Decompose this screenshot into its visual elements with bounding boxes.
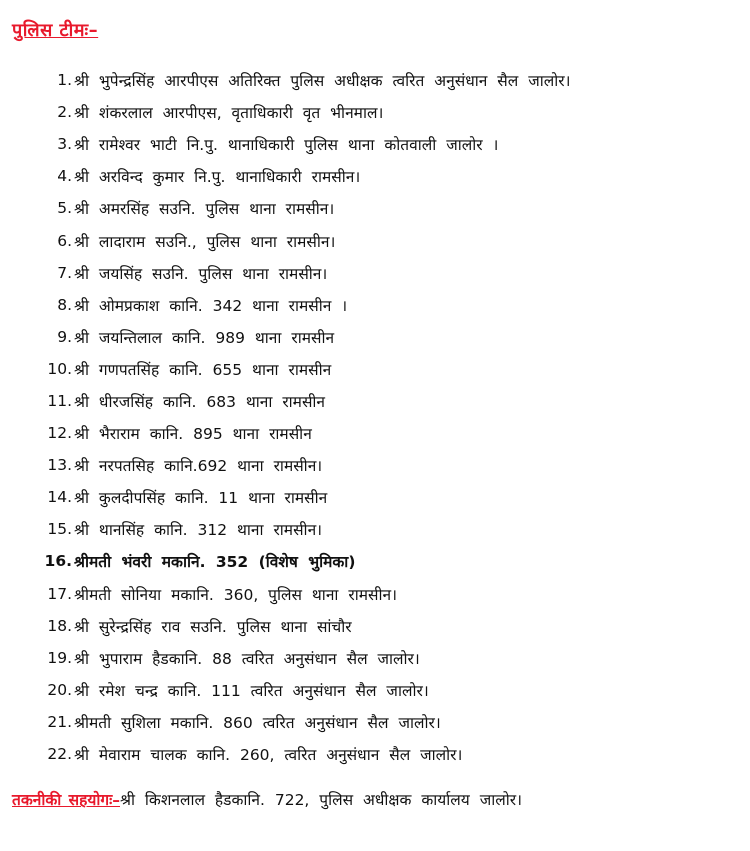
item-number: 11. bbox=[47, 391, 72, 410]
team-member-item bbox=[0, 64, 750, 96]
team-member-item bbox=[0, 610, 750, 642]
team-member-item bbox=[0, 674, 750, 706]
item-number: 3. bbox=[57, 135, 72, 154]
item-number: 8. bbox=[57, 295, 72, 314]
item-text: श्री ओमप्रकाश कानि. 342 थाना रामसीन । bbox=[74, 296, 348, 315]
item-number: 18. bbox=[47, 616, 72, 635]
team-member-item bbox=[0, 481, 750, 513]
item-text: श्री लादाराम सउनि., पुलिस थाना रामसीन। bbox=[74, 232, 336, 251]
item-text: श्री रामेश्वर भाटी नि.पु. थानाधिकारी पुलिस थाना कोतवाली जालोर । bbox=[74, 136, 499, 155]
team-member-item bbox=[0, 96, 750, 128]
team-member-item bbox=[0, 160, 750, 192]
technical-support-text: श्री किशनलाल हैडकानि. 722, पुलिस अधीक्षक कार्यालय जालोर। bbox=[120, 791, 522, 809]
item-number: 22. bbox=[47, 745, 72, 764]
item-text: श्री अमरसिंह सउनि. पुलिस थाना रामसीन। bbox=[74, 200, 335, 219]
item-number: 7. bbox=[57, 263, 72, 282]
item-text: श्री कुलदीपसिंह कानि. 11 थाना रामसीन bbox=[74, 489, 328, 508]
item-number: 6. bbox=[57, 231, 72, 250]
team-member-item bbox=[0, 578, 750, 610]
item-text: श्रीमती सुशिला मकानि. 860 त्वरित अनुसंधान सैल जालोर। bbox=[74, 713, 441, 732]
item-number: 4. bbox=[57, 167, 72, 186]
team-member-item bbox=[0, 224, 750, 256]
item-text: श्रीमती भंवरी मकानि. 352 (विशेष भुमिका) bbox=[74, 553, 356, 572]
item-text: श्री मेवाराम चालक कानि. 260, त्वरित अनुसंधान सैल जालोर। bbox=[74, 746, 463, 765]
item-text: श्रीमती सोनिया मकानि. 360, पुलिस थाना रामसीन। bbox=[74, 585, 397, 604]
item-number: 15. bbox=[47, 520, 72, 539]
item-text: श्री रमेश चन्द्र कानि. 111 त्वरित अनुसंधान सैल जालोर। bbox=[74, 681, 429, 700]
item-text: श्री थानसिंह कानि. 312 थाना रामसीन। bbox=[74, 521, 323, 540]
item-number: 19. bbox=[47, 648, 72, 667]
item-number: 2. bbox=[57, 103, 72, 122]
team-member-item bbox=[0, 192, 750, 224]
item-text: श्री जयन्तिलाल कानि. 989 थाना रामसीन bbox=[74, 328, 335, 347]
item-text: श्री भैराराम कानि. 895 थाना रामसीन bbox=[74, 425, 312, 444]
team-member-item bbox=[0, 128, 750, 160]
item-number: 12. bbox=[47, 424, 72, 443]
team-member-item bbox=[0, 289, 750, 321]
police-team-heading: पुलिस टीमः– bbox=[12, 20, 99, 41]
item-text: श्री भुपाराम हैडकानि. 88 त्वरित अनुसंधान सैल जालोर। bbox=[74, 649, 420, 668]
team-member-item bbox=[0, 706, 750, 738]
item-number: 16. bbox=[44, 552, 72, 571]
technical-support-label: तकनीकी सहयोगः– bbox=[12, 791, 120, 809]
item-text: श्री भुपेन्द्रसिंह आरपीएस अतिरिक्त पुलिस अधीक्षक त्वरित अनुसंधान सैल जालोर। bbox=[74, 72, 571, 91]
item-number: 10. bbox=[47, 359, 72, 378]
item-number: 21. bbox=[47, 712, 72, 731]
team-member-item bbox=[0, 417, 750, 449]
item-number: 9. bbox=[57, 327, 72, 346]
item-text: श्री शंकरलाल आरपीएस, वृताधिकारी वृत भीनमाल। bbox=[74, 104, 384, 123]
item-number: 20. bbox=[47, 680, 72, 699]
item-text: श्री नरपतसिह कानि.692 थाना रामसीन। bbox=[74, 457, 323, 476]
team-member-item bbox=[0, 257, 750, 289]
team-member-item bbox=[0, 353, 750, 385]
item-number: 1. bbox=[57, 71, 72, 90]
team-member-item bbox=[0, 738, 750, 770]
item-number: 14. bbox=[47, 488, 72, 507]
team-member-item bbox=[0, 449, 750, 481]
police-team-list bbox=[0, 64, 750, 770]
technical-support-line bbox=[12, 788, 522, 810]
item-text: श्री अरविन्द कुमार नि.पु. थानाधिकारी रामसीन। bbox=[74, 168, 361, 187]
item-number: 17. bbox=[47, 584, 72, 603]
team-member-item bbox=[0, 385, 750, 417]
item-number: 5. bbox=[57, 199, 72, 218]
team-member-item bbox=[0, 642, 750, 674]
item-text: श्री सुरेन्द्रसिंह राव सउनि. पुलिस थाना सांचौर bbox=[74, 617, 352, 636]
team-member-item bbox=[0, 321, 750, 353]
team-member-item bbox=[0, 513, 750, 545]
item-text: श्री धीरजसिंह कानि. 683 थाना रामसीन bbox=[74, 392, 326, 411]
item-text: श्री गणपतसिंह कानि. 655 थाना रामसीन bbox=[74, 360, 332, 379]
team-member-item bbox=[0, 545, 750, 577]
item-text: श्री जयसिंह सउनि. पुलिस थाना रामसीन। bbox=[74, 264, 328, 283]
item-number: 13. bbox=[47, 456, 72, 475]
